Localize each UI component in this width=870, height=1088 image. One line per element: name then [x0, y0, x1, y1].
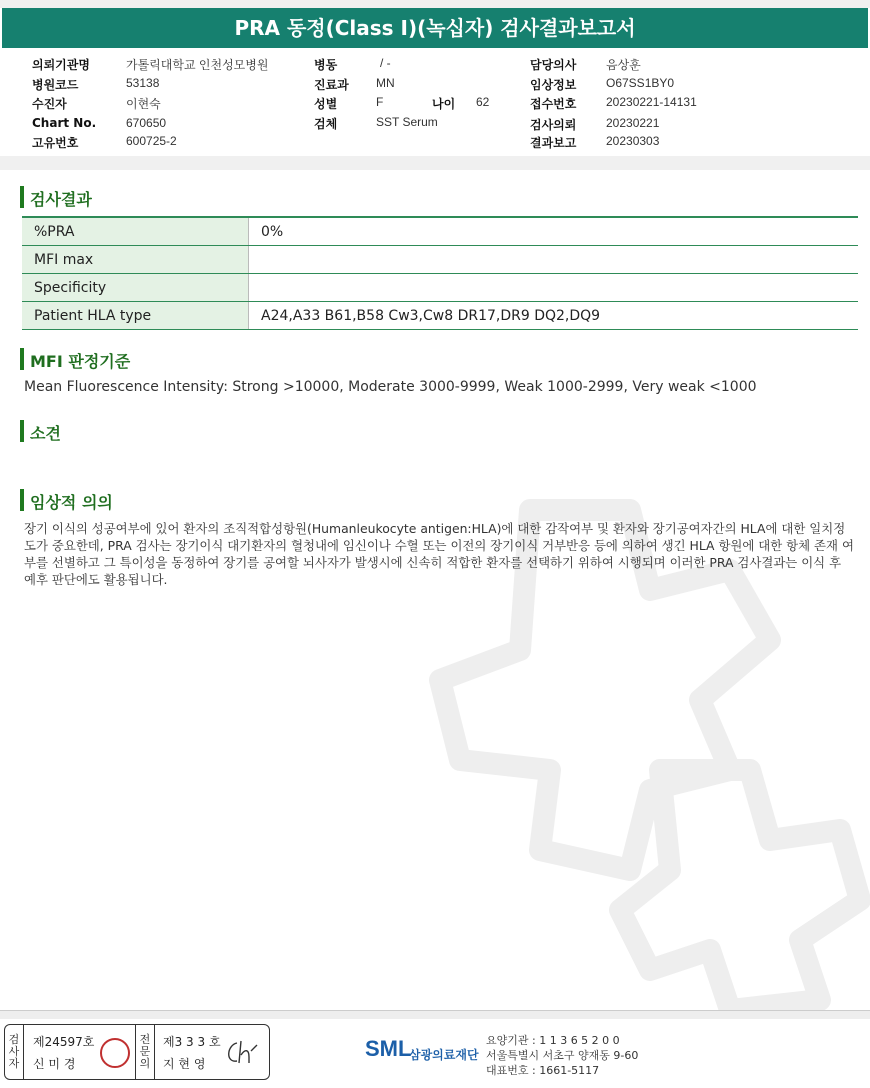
result-value — [249, 274, 859, 302]
info-label: 의뢰기관명 — [32, 58, 90, 72]
info-value: MN — [376, 76, 395, 90]
info-label: 검체 — [314, 117, 338, 131]
info-value: 62 — [476, 95, 490, 109]
table-row — [22, 302, 858, 330]
info-label: 검사의뢰 — [530, 118, 577, 132]
footer-separator — [0, 1010, 870, 1019]
info-label: 고유번호 — [32, 136, 79, 150]
table-row — [22, 274, 858, 302]
inspector-name: 신 미 경 — [33, 1057, 76, 1071]
info-value: SST Serum — [376, 115, 438, 129]
result-value — [249, 246, 859, 274]
info-value: 53138 — [126, 76, 160, 90]
info-label: 성별 — [314, 97, 338, 111]
info-value: 20230221 — [606, 116, 660, 130]
result-label: Specificity — [22, 274, 249, 302]
phone-number: 대표번호 : 1661-5117 — [486, 1064, 600, 1077]
result-label: %PRA — [22, 217, 249, 246]
signature-box — [4, 1024, 270, 1080]
info-value: 이현숙 — [126, 97, 161, 111]
info-value: 600725-2 — [126, 134, 177, 148]
report-title: PRA 동정(Class I)(녹십자) 검사결과보고서 — [2, 8, 868, 48]
inspector-label: 검 사 자 — [5, 1025, 24, 1079]
info-value: 음상훈 — [606, 58, 641, 72]
info-label: Chart No. — [32, 116, 97, 130]
logo-mark: SML — [365, 1036, 412, 1061]
section-title: 임상적 의의 — [30, 493, 113, 512]
header-separator — [0, 156, 870, 170]
result-value: 0% — [249, 217, 859, 246]
info-label: 병동 — [314, 58, 338, 72]
result-label: MFI max — [22, 246, 249, 274]
reviewer-label: 전 문 의 — [135, 1025, 155, 1079]
info-label: 진료과 — [314, 78, 349, 92]
info-label: 수진자 — [32, 97, 67, 111]
sml-logo — [365, 1030, 479, 1074]
address: 서울특별시 서초구 양재동 9-60 — [486, 1049, 639, 1062]
seal-stamp — [100, 1038, 130, 1068]
info-value: F — [376, 95, 384, 109]
info-value: 20230303 — [606, 134, 660, 148]
info-label: 임상정보 — [530, 78, 577, 92]
reviewer-number: 제3 3 3 호 — [163, 1035, 221, 1049]
inspector-number: 제24597호 — [33, 1035, 95, 1049]
info-value: 가톨릭대학교 인천성모병원 — [126, 58, 269, 72]
section-accent — [20, 348, 24, 370]
section-accent — [20, 420, 24, 442]
section-accent — [20, 186, 24, 208]
section-title: 검사결과 — [30, 190, 92, 209]
info-value: / - — [380, 56, 391, 70]
criteria-text: Mean Fluorescence Intensity: Strong >10000, Moderate 3000-9999, Weak 1000-2999, Very weak <1000 — [24, 379, 757, 395]
results-table — [22, 216, 858, 330]
info-label: 접수번호 — [530, 97, 577, 111]
logo-name: 삼광의료재단 — [409, 1048, 479, 1062]
result-label: Patient HLA type — [22, 302, 249, 330]
table-row — [22, 217, 858, 246]
signature-mark — [223, 1037, 263, 1069]
institution-code: 요양기관 : 1 1 3 6 5 2 0 0 — [486, 1034, 620, 1047]
section-title: 소견 — [30, 424, 61, 443]
result-value: A24,A33 B61,B58 Cw3,Cw8 DR17,DR9 DQ2,DQ9 — [249, 302, 859, 330]
info-label: 담당의사 — [530, 58, 577, 72]
info-label: 나이 — [432, 97, 456, 111]
info-value: O67SS1BY0 — [606, 76, 675, 90]
reviewer-name: 지 현 영 — [163, 1057, 206, 1071]
table-row — [22, 246, 858, 274]
section-accent — [20, 489, 24, 511]
info-label: 결과보고 — [530, 136, 577, 150]
info-label: 병원코드 — [32, 78, 79, 92]
section-title: MFI 판정기준 — [30, 352, 131, 371]
clinical-text: 장기 이식의 성공여부에 있어 환자의 조직적합성항원(Humanleukocyte antigen:HLA)에 대한 감작여부 및 환자와 장기공여자간의 HLA에 대한 일치정도가 중요한데, PRA 검사는 장기이식 대기환자의 혈청내에 임신이나 수혈 또는 이전의 장기이식 거부반응 등에 의하여 생긴 HLA 항원에 대한 항체 존재 여부를 선별하고 그 특이성을 동정하여 장기를 공여할 뇌사자가 발생시에 신속히 적합한 환자를 선택하기 위하여 시행되며 이러한 PRA 검사결과는 이식 후 예후 판단에도 활용됩니다. — [24, 521, 854, 587]
info-value: 20230221-14131 — [606, 95, 697, 109]
info-value: 670650 — [126, 116, 167, 130]
top-strip — [0, 0, 870, 8]
